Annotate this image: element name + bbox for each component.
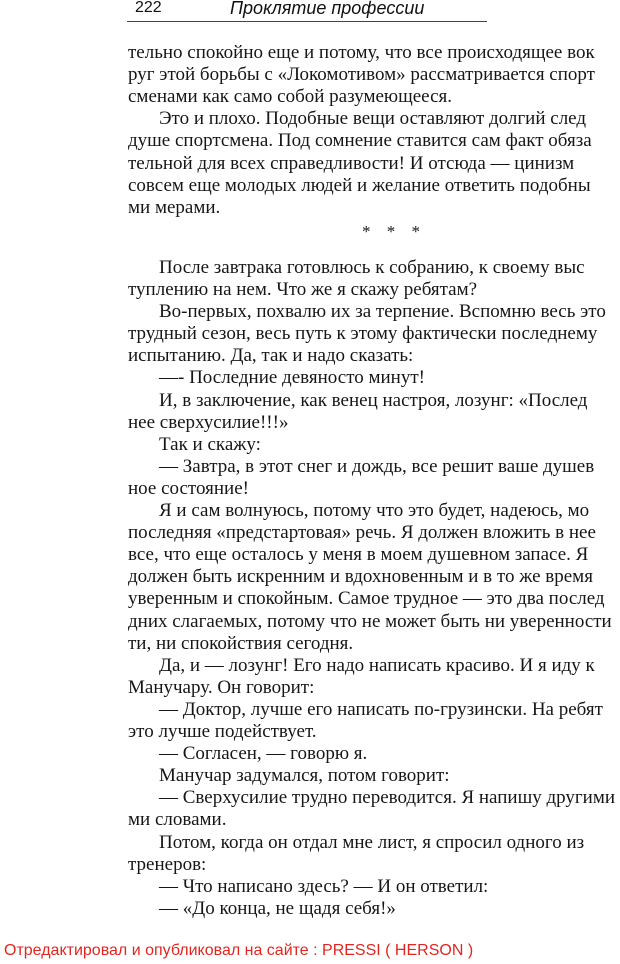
- text-line: уверенным и спокойным. Самое трудное — это два послед: [128, 588, 605, 610]
- text-line: ное состояние!: [128, 477, 249, 499]
- text-line: После завтрака готовлюсь к собранию, к своему выс: [159, 256, 585, 278]
- text-line: тренеров:: [128, 853, 207, 875]
- text-line: И, в заключение, как венец настроя, лозунг: «Послед: [159, 389, 588, 411]
- text-line: — Согласен, — говорю я.: [159, 743, 368, 765]
- text-line: руг этой борьбы с «Локомотивом» рассматривается спорт: [128, 64, 595, 86]
- text-line: Так и скажу:: [159, 433, 261, 455]
- page-number: 222: [135, 0, 162, 16]
- text-line: душе спортсмена. Под сомнение ставится сам факт обяза: [128, 130, 592, 152]
- section-separator: * * *: [362, 221, 426, 241]
- text-line: последняя «предстартовая» речь. Я должен вложить в нее: [128, 522, 596, 544]
- text-line: —- Последние девяносто минут!: [159, 367, 425, 389]
- text-line: тельно спокойно еще и потому, что все происходящее вок: [128, 42, 595, 63]
- header-rule: [127, 21, 487, 22]
- text-line: Я и сам волнуюсь, потому что это будет, надеюсь, мо: [159, 500, 590, 521]
- text-line: ти, ни спокойствия сегодня.: [128, 632, 354, 654]
- text-line: Это и плохо. Подобные вещи оставляют долгий след: [159, 108, 587, 130]
- text-line: Да, и — лозунг! Его надо написать красиво. И я иду к: [159, 654, 595, 676]
- text-line: все, что еще осталось у меня в моем душевном запасе. Я: [128, 544, 589, 566]
- text-line: — Завтра, в этот снег и дождь, все решит ваше душев: [159, 455, 595, 477]
- text-line: Манучар задумался, потом говорит:: [159, 765, 450, 787]
- text-line: тельной для всех справедливости! И отсюда — цинизм: [128, 152, 575, 174]
- running-title: Проклятие профессии: [230, 0, 425, 18]
- text-line: Манучару. Он говорит:: [128, 676, 315, 698]
- publisher-note: Отредактировал и опубликовал на сайте : PRESSI ( HERSON ): [4, 942, 474, 959]
- text-line: должен быть искренним и вдохновенным и в то же время: [128, 566, 593, 588]
- text-line: ми мерами.: [128, 196, 221, 218]
- text-line: Потом, когда он отдал мне лист, я спросил одного из: [159, 831, 585, 853]
- text-line: туплению на нем. Что же я скажу ребятам?: [128, 279, 478, 300]
- text-line: — Что написано здесь? — И он ответил:: [159, 875, 489, 897]
- page-header: [127, 0, 487, 24]
- text-line: испытанию. Да, так и надо сказать:: [128, 345, 414, 367]
- text-line: Во-первых, похвалю их за терпение. Вспомню весь это: [159, 301, 606, 323]
- text-line: совсем еще молодых людей и желание ответить подобны: [128, 174, 591, 196]
- text-line: — Доктор, лучше его написать по-грузински. На ребят: [159, 698, 603, 720]
- text-line: — Сверхусилие трудно переводится. Я напишу другими: [159, 787, 616, 809]
- text-line: ми словами.: [128, 809, 227, 831]
- text-line: это лучше подействует.: [128, 721, 317, 742]
- text-line: трудный сезон, весь путь к этому фактически последнему: [128, 323, 598, 345]
- text-line: нее сверхусилие!!!»: [128, 411, 289, 433]
- text-line: сменами как само собой разумеющееся.: [128, 86, 453, 108]
- text-line: — «До конца, не щадя себя!»: [159, 897, 396, 919]
- text-line: дних слагаемых, потому что не может быть ни уверенности: [128, 610, 612, 632]
